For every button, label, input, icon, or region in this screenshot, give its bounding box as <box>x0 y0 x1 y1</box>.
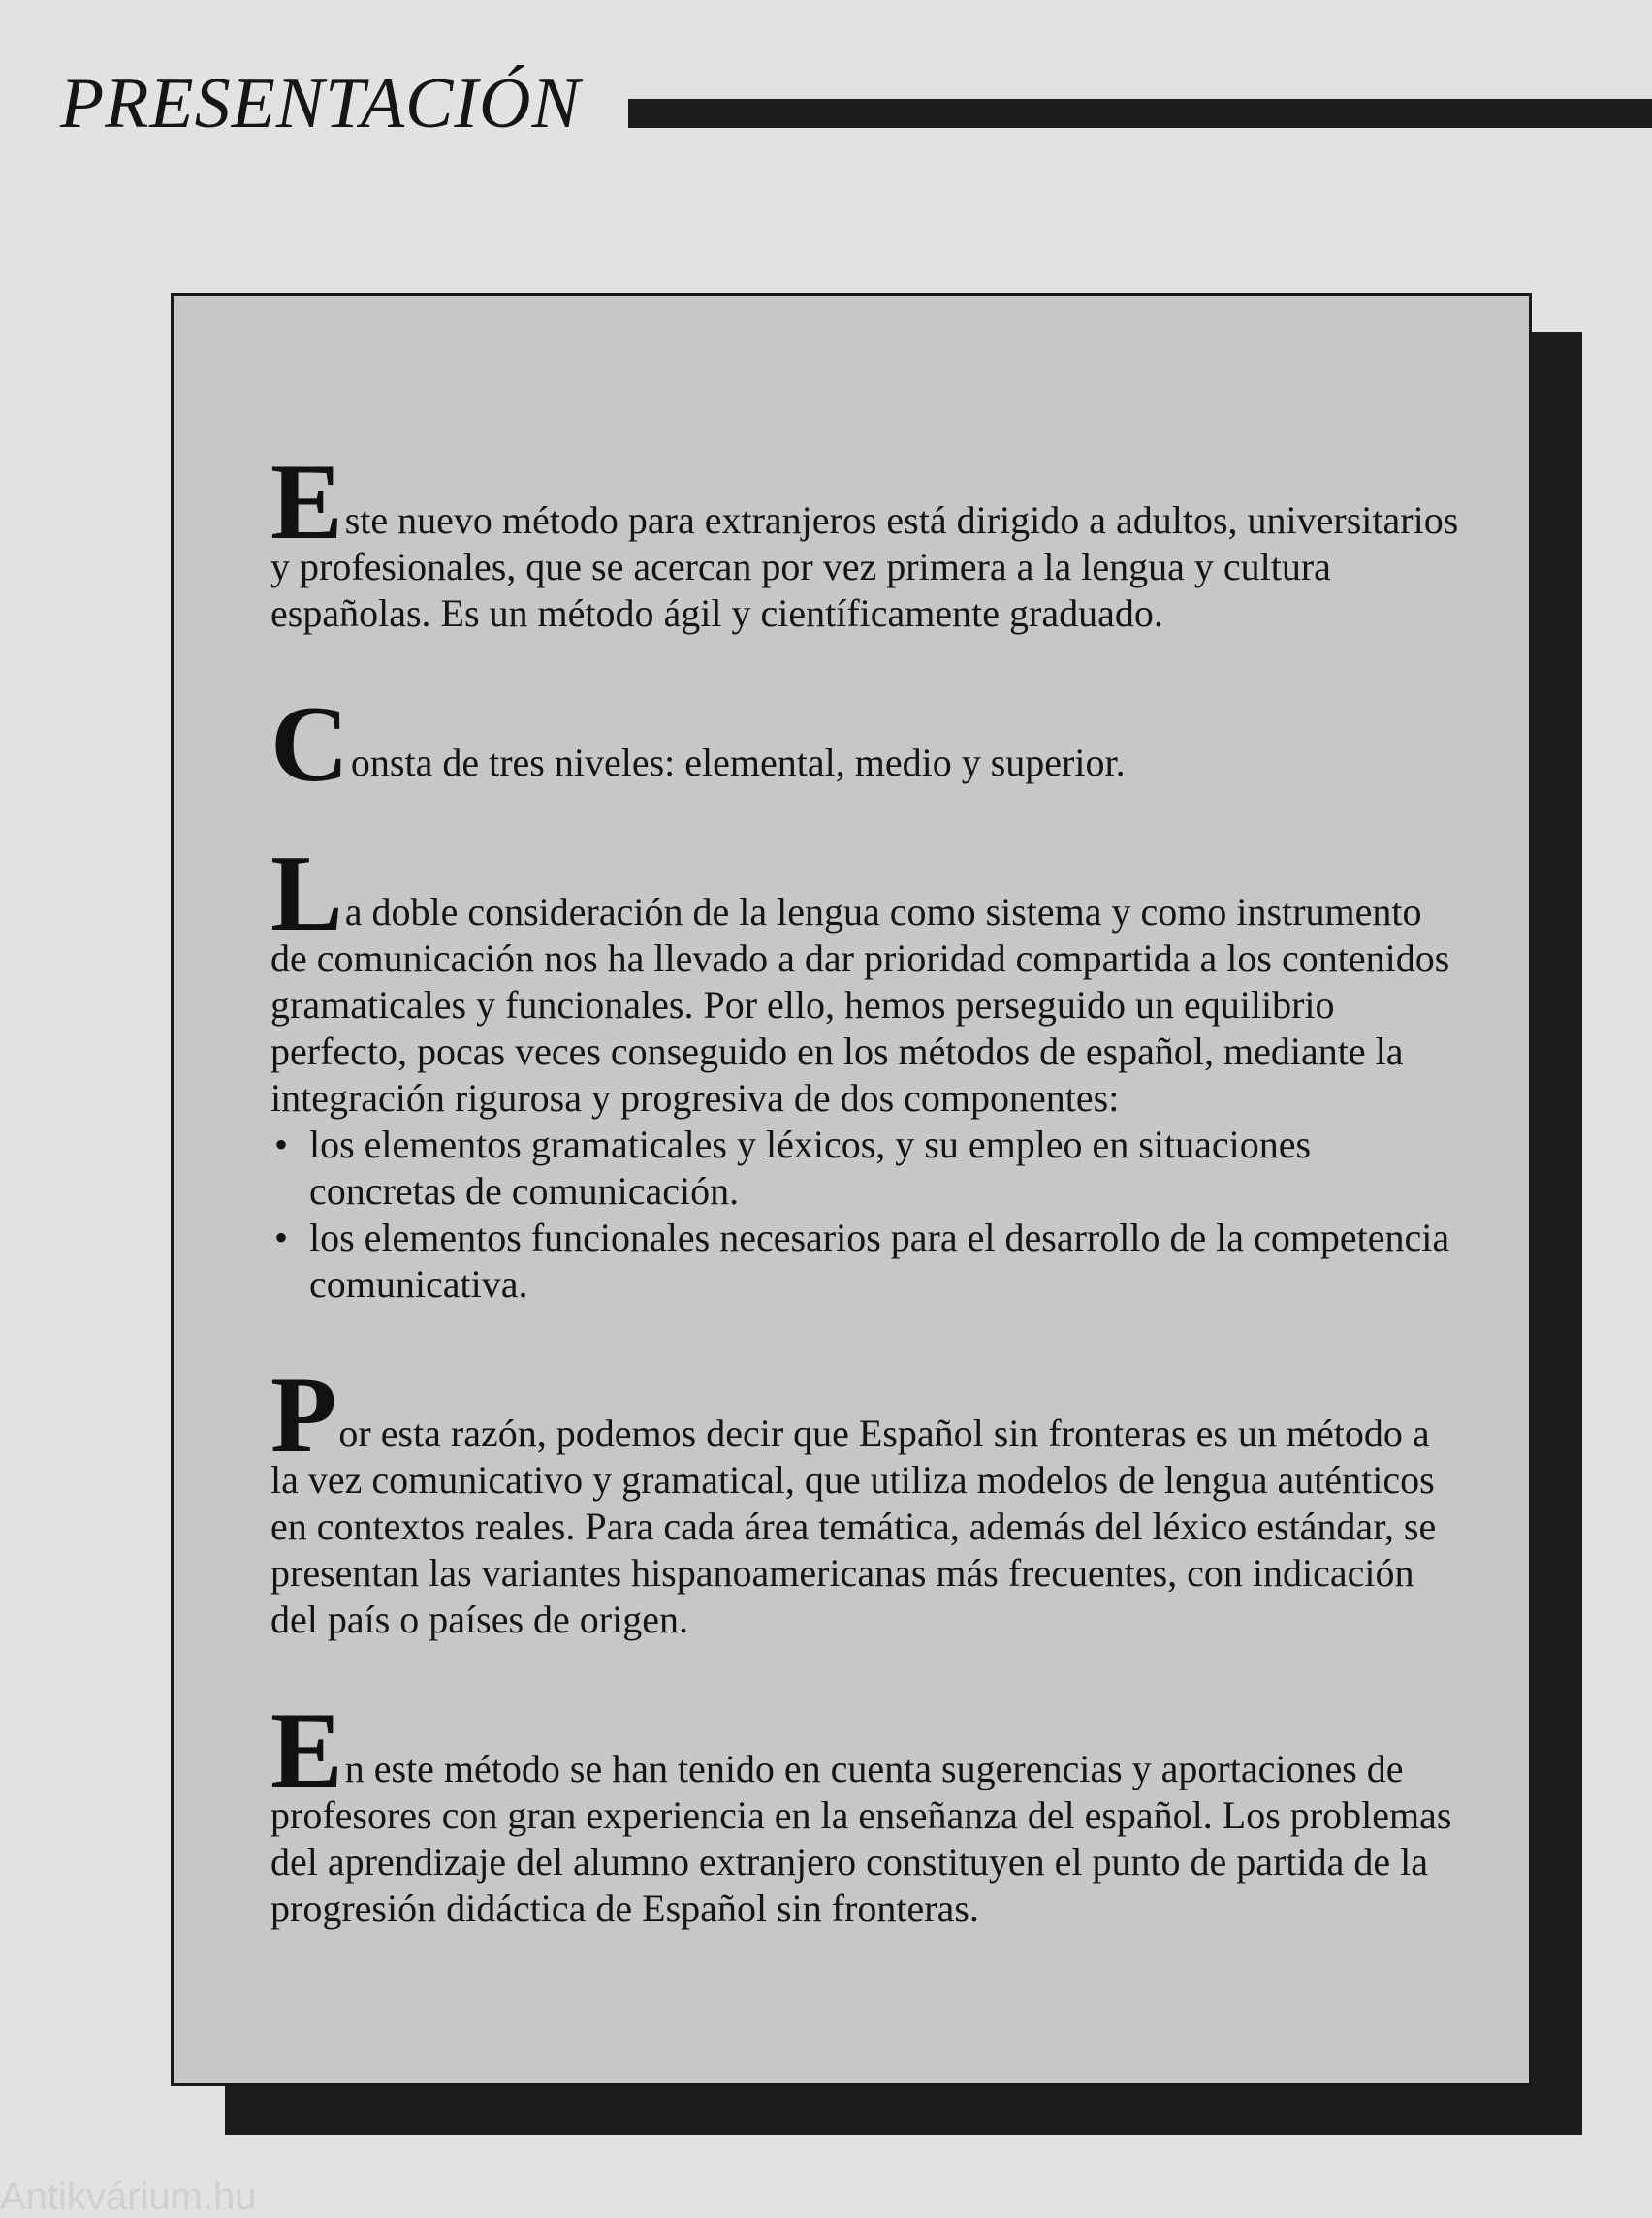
paragraph-text: or esta razón, podemos decir que Español sin fronteras es un método a la vez comunicativo y gramatical, que utiliza modelos de lengua auténticos en contextos reales. Para cada área temática, además del léxico estándar, se presentan las variantes hispanoamericanas más frecuentes, con indicación del país o países de origen. <box>270 1411 1437 1641</box>
paragraph-approach <box>270 834 1463 1308</box>
paragraph-text: onsta de tres niveles: elemental, medio y superior. <box>350 741 1126 784</box>
dropcap: E <box>270 1691 343 1811</box>
paragraph-body <box>270 834 1463 1122</box>
list-item-text: los elementos funcionales necesarios para el desarrollo de la competencia comunicativa. <box>309 1216 1450 1306</box>
list-item-text: los elementos gramaticales y léxicos, y su empleo en situaciones concretas de comunicación. <box>309 1123 1312 1213</box>
dropcap: C <box>270 684 349 805</box>
dropcap: L <box>270 834 343 954</box>
list-item <box>270 1122 1463 1215</box>
paragraph-body <box>270 684 1463 805</box>
paragraph-body <box>270 442 1463 637</box>
paragraph-body <box>270 1691 1463 1932</box>
paragraph-contributions <box>270 1691 1463 1932</box>
presentation-box <box>171 293 1532 2086</box>
page-title: PRESENTACIÓN <box>60 64 581 143</box>
paragraph-text: a doble consideración de la lengua como sistema y como instrumento de comunicación nos ha llevado a dar prioridad compartida a los contenidos gramaticales y funcionales. Por ello, hemos perseguido un equilibrio perfecto, pocas veces conseguido en los métodos de español, mediante la integración rigurosa y progresiva de dos componentes: <box>270 890 1450 1120</box>
paragraph-body <box>270 1355 1463 1643</box>
component-list <box>270 1122 1463 1308</box>
list-item <box>270 1215 1463 1308</box>
bullet-icon: • <box>274 1216 289 1259</box>
paragraph-levels <box>270 684 1463 805</box>
paragraph-text: ste nuevo método para extranjeros está dirigido a adultos, universitarios y profesionales, que se acercan por vez primera a la lengua y cultura españolas. Es un método ágil y científicamente graduado. <box>270 498 1459 635</box>
dropcap: E <box>270 442 343 562</box>
paragraph-text: n este método se han tenido en cuenta sugerencias y aportaciones de profesores con gran experiencia en la enseñanza del español. Los problemas del aprendizaje del alumno extranjero constituyen el punto de partida de la progresión didáctica de Español sin fronteras. <box>270 1747 1452 1930</box>
watermark: Antikvárium.hu <box>0 2175 257 2218</box>
dropcap: P <box>270 1355 337 1475</box>
paragraph-intro <box>270 442 1463 637</box>
title-rule <box>628 99 1652 128</box>
bullet-icon: • <box>274 1123 289 1166</box>
presentation-text <box>270 442 1463 1988</box>
page-header <box>60 60 1652 147</box>
paragraph-method <box>270 1355 1463 1643</box>
